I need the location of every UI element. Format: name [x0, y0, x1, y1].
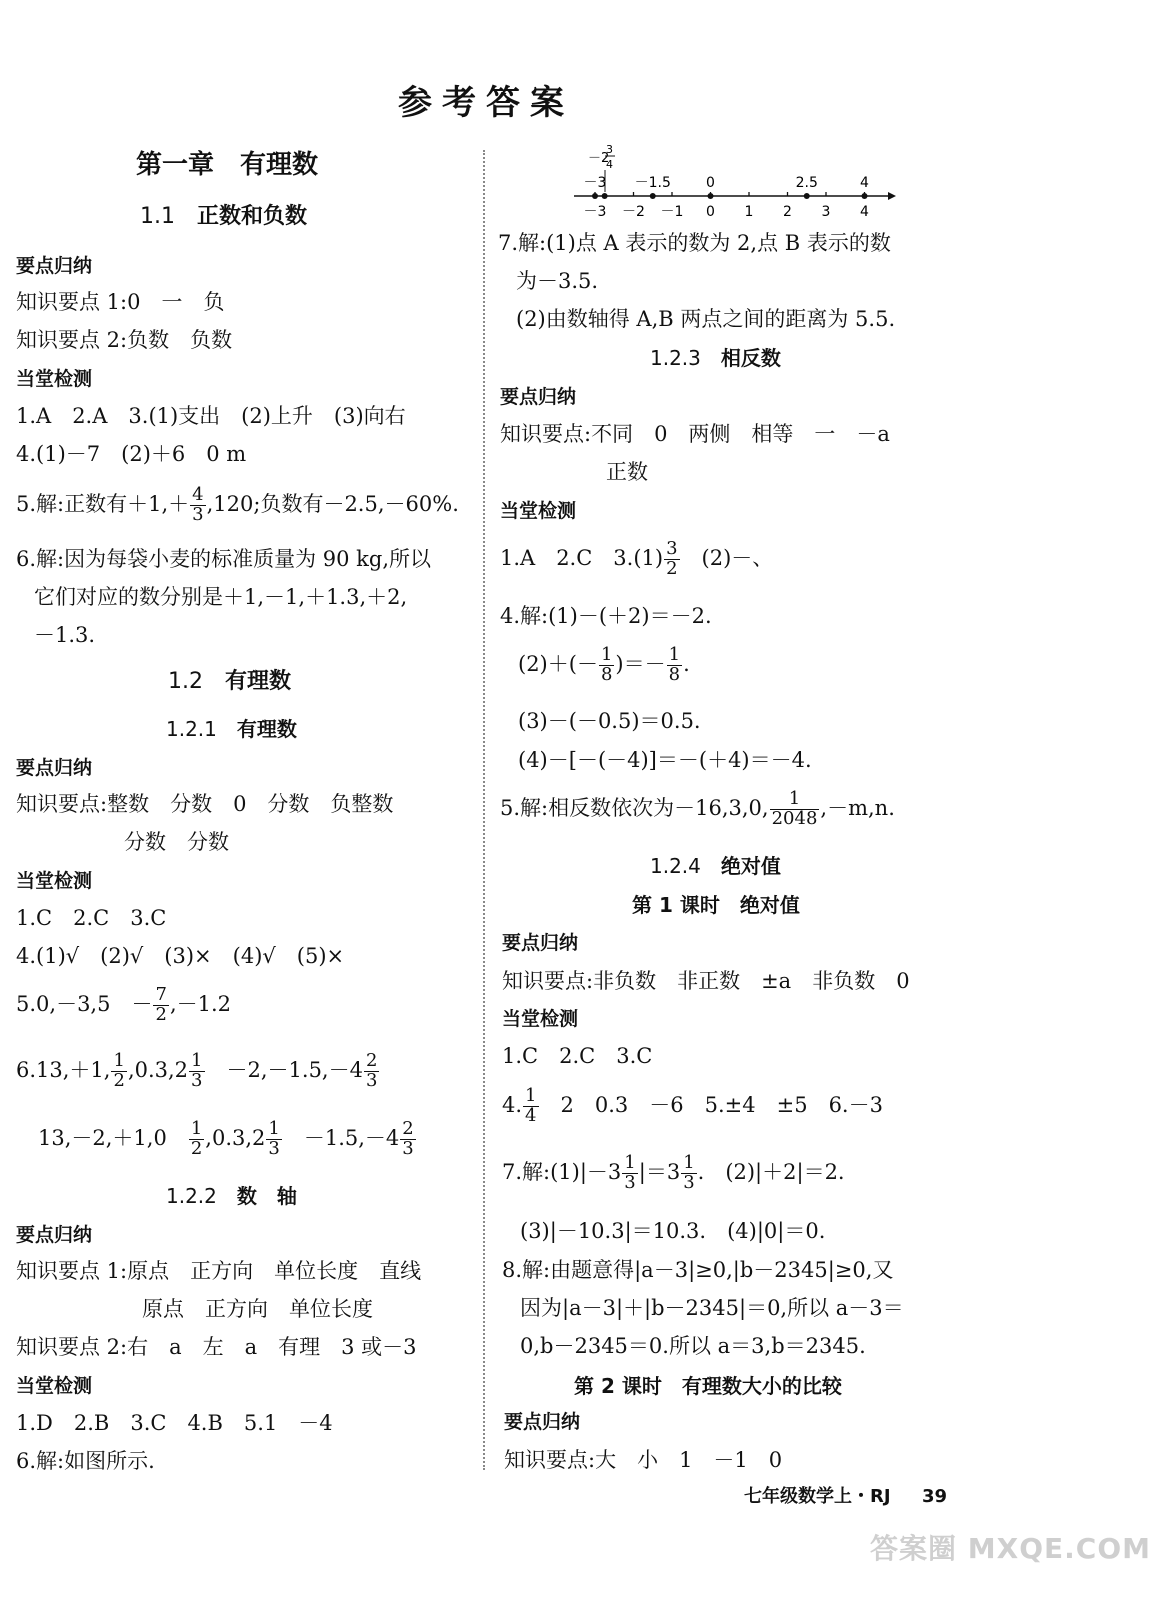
text-line: (3)－(－0.5)＝0.5. [518, 709, 701, 733]
section-number: 1.2.4 [650, 854, 701, 878]
text-line: (4)－[－(－4)]＝－(＋4)＝－4. [518, 748, 812, 772]
fraction: $\frac{1}{4}$ [525, 1085, 537, 1126]
point-label: 4 [860, 175, 869, 191]
lesson-2-heading: 第 2 课时 有理数大小的比较 [574, 1374, 842, 1398]
text-line: 6.解:因为每袋小麦的标准质量为 90 kg,所以 [16, 547, 432, 571]
section-number: 1.1 [140, 204, 175, 229]
text-line: 知识要点:整数 分数 0 分数 负整数 [16, 792, 394, 816]
text-line: 1.A 2.A 3.(1)支出 (2)上升 (3)向右 [16, 404, 406, 428]
fraction: $\frac{1}{8}$ [668, 644, 681, 685]
section-heading-1-1 [140, 206, 307, 228]
section-name: 正数和负数 [197, 204, 308, 229]
mixed-den: 4 [606, 158, 613, 171]
fraction: $\frac{7}{2}$ [155, 984, 167, 1025]
text: . (2)|＋2|＝2. [697, 1159, 845, 1184]
text-line: －1.3. [34, 623, 96, 647]
section-heading-1-2-4 [650, 856, 781, 876]
text: 13,－2,＋1,0 [38, 1125, 188, 1150]
tick-label: 4 [860, 204, 869, 220]
section-number: 1.2.1 [166, 717, 217, 741]
text-line: 知识要点:不同 0 两侧 相等 一 －a [500, 422, 890, 446]
text: ,0.3,2 [127, 1057, 189, 1082]
tick-label: －1 [660, 204, 684, 220]
section-number: 1.2 [168, 669, 203, 694]
text-line-with-fraction [502, 1154, 845, 1193]
text: ,－1.2 [169, 991, 232, 1016]
text-line: 知识要点:非负数 非正数 ±a 非负数 0 [502, 969, 910, 993]
text-line: 因为|a－3|＋|b－2345|＝0,所以 a－3＝ [520, 1296, 904, 1320]
text-line-with-fraction [502, 1087, 883, 1126]
text-line: 正数 [606, 460, 648, 484]
text: 4. [502, 1092, 523, 1117]
fraction: $\frac{1}{2}$ [190, 1118, 203, 1159]
text: 5.解:正数有＋1,＋ [16, 491, 190, 516]
fraction: $\frac{4}{3}$ [192, 484, 204, 525]
mixed-whole: －2 [588, 151, 610, 166]
fraction: $\frac{3}{2}$ [666, 538, 678, 579]
text: ,－m,n. [820, 795, 895, 820]
summary-label: 要点归纳 [16, 255, 93, 277]
text: －1.5,－4 [282, 1125, 400, 1150]
text-line: 1.C 2.C 3.C [16, 906, 167, 930]
summary-label: 要点归纳 [504, 1411, 581, 1433]
point-label: －1.5 [634, 175, 671, 191]
fraction: $\frac{1}{2048}$ [771, 788, 818, 829]
text-line: 0,b－2345＝0.所以 a＝3,b＝2345. [520, 1334, 866, 1358]
check-label: 当堂检测 [16, 870, 93, 892]
text: 6.13,＋1, [16, 1057, 111, 1082]
section-name: 有理数 [236, 717, 297, 741]
point-label: －3 [583, 175, 607, 191]
tick-label: －3 [583, 204, 607, 220]
page-number: 39 [922, 1486, 948, 1507]
text-line-with-fraction [16, 1052, 380, 1091]
check-label: 当堂检测 [16, 368, 93, 390]
text-line-with-fraction [38, 1120, 417, 1159]
watermark-logo: 答案圈 MXQE.COM [870, 1532, 1151, 1565]
text-line: (3)|－10.3|＝10.3. (4)|0|＝0. [520, 1219, 826, 1243]
tick-label: 2 [783, 204, 792, 220]
text-line: 8.解:由题意得|a－3|≥0,|b－2345|≥0,又 [502, 1258, 894, 1282]
text: －2,－1.5,－4 [205, 1057, 363, 1082]
text-line: 7.解:(1)点 A 表示的数为 2,点 B 表示的数 [498, 231, 891, 255]
text-line: 原点 正方向 单位长度 [142, 1297, 373, 1321]
fraction: $\frac{1}{3}$ [268, 1118, 280, 1159]
text-line: 它们对应的数分别是＋1,－1,＋1.3,＋2, [34, 585, 408, 609]
check-label: 当堂检测 [500, 500, 577, 522]
text: 5.解:相反数依次为－16,3,0, [500, 795, 769, 820]
text-line: 为－3.5. [516, 269, 599, 293]
fraction: $\frac{1}{2}$ [113, 1050, 125, 1091]
section-number: 1.2.2 [166, 1184, 217, 1208]
section-heading-1-2 [168, 671, 291, 693]
text: 1.A 2.C 3.(1) [500, 545, 664, 570]
text: (2)＋(－ [518, 651, 598, 676]
text-line: 1.D 2.B 3.C 4.B 5.1 －4 [16, 1411, 333, 1435]
point-label: 2.5 [795, 175, 818, 191]
footer-book-label: 七年级数学上・RJ [744, 1486, 891, 1507]
text-line: 知识要点 2:负数 负数 [16, 328, 233, 352]
section-name: 有理数 [225, 669, 292, 694]
fraction: $\frac{1}{3}$ [624, 1152, 636, 1193]
section-heading-1-2-2 [166, 1186, 297, 1206]
section-name: 相反数 [720, 346, 781, 370]
summary-label: 要点归纳 [16, 757, 93, 779]
summary-label: 要点归纳 [16, 1224, 93, 1246]
check-label: 当堂检测 [502, 1008, 579, 1030]
mixed-num: 3 [606, 143, 613, 156]
tick-label: 3 [821, 204, 831, 220]
text: ,0.3,2 [205, 1125, 266, 1150]
text-line-with-fraction [500, 540, 773, 579]
text-line: 知识要点:大 小 1 －1 0 [504, 1448, 783, 1472]
summary-label: 要点归纳 [502, 932, 579, 954]
fraction: $\frac{1}{3}$ [191, 1050, 203, 1091]
text-line: (2)由数轴得 A,B 两点之间的距离为 5.5. [516, 307, 896, 331]
check-label: 当堂检测 [16, 1375, 93, 1397]
lesson-1-heading: 第 1 课时 绝对值 [632, 893, 800, 917]
axis-arrow [888, 192, 896, 200]
text: 2 0.3 －6 5.±4 ±5 6.－3 [539, 1092, 883, 1117]
text: |＝3 [638, 1159, 681, 1184]
text: (2)－、 [680, 545, 774, 570]
section-heading-1-2-3 [650, 348, 781, 368]
text-line: 知识要点 1:0 一 负 [16, 290, 225, 314]
column-divider [483, 150, 485, 1470]
text-line: 4.(1)√ (2)√ (3)× (4)√ (5)× [16, 944, 345, 968]
text-line: 4.(1)－7 (2)＋6 0 m [16, 442, 247, 466]
text-line-with-fraction [500, 790, 895, 829]
text-line: 1.C 2.C 3.C [502, 1044, 653, 1068]
text-line-with-fraction [16, 986, 231, 1025]
fraction: $\frac{2}{3}$ [402, 1118, 414, 1159]
page-title: 参考答案 [398, 83, 574, 123]
text: 5.0,－3,5 － [16, 991, 153, 1016]
tick-label: 0 [706, 204, 715, 220]
section-number: 1.2.3 [650, 346, 701, 370]
text: )＝－ [615, 651, 666, 676]
text: . [683, 651, 690, 676]
text-line: 4.解:(1)－(＋2)＝－2. [500, 604, 712, 628]
summary-label: 要点归纳 [500, 386, 577, 408]
fraction: $\frac{2}{3}$ [365, 1050, 378, 1091]
text: 7.解:(1)|－3 [502, 1159, 622, 1184]
fraction: $\frac{1}{8}$ [600, 644, 613, 685]
number-line-figure [560, 140, 900, 225]
section-name: 绝对值 [720, 854, 781, 878]
text-line: 知识要点 1:原点 正方向 单位长度 直线 [16, 1259, 422, 1283]
fraction: $\frac{1}{3}$ [683, 1152, 695, 1193]
chapter-heading: 第一章 有理数 [136, 150, 319, 180]
point-label: 0 [706, 175, 715, 191]
text-line: 分数 分数 [124, 830, 229, 854]
text-line: 知识要点 2:右 a 左 a 有理 3 或－3 [16, 1335, 417, 1359]
text-line-with-fraction [16, 486, 459, 525]
text: ,120;负数有－2.5,－60%. [206, 491, 459, 516]
tick-label: 1 [744, 204, 754, 220]
text-line: 6.解:如图所示. [16, 1449, 155, 1473]
section-heading-1-2-1 [166, 719, 297, 739]
section-name: 数 轴 [236, 1184, 297, 1208]
tick-label: －2 [622, 204, 645, 220]
text-line-with-fraction [518, 646, 690, 685]
